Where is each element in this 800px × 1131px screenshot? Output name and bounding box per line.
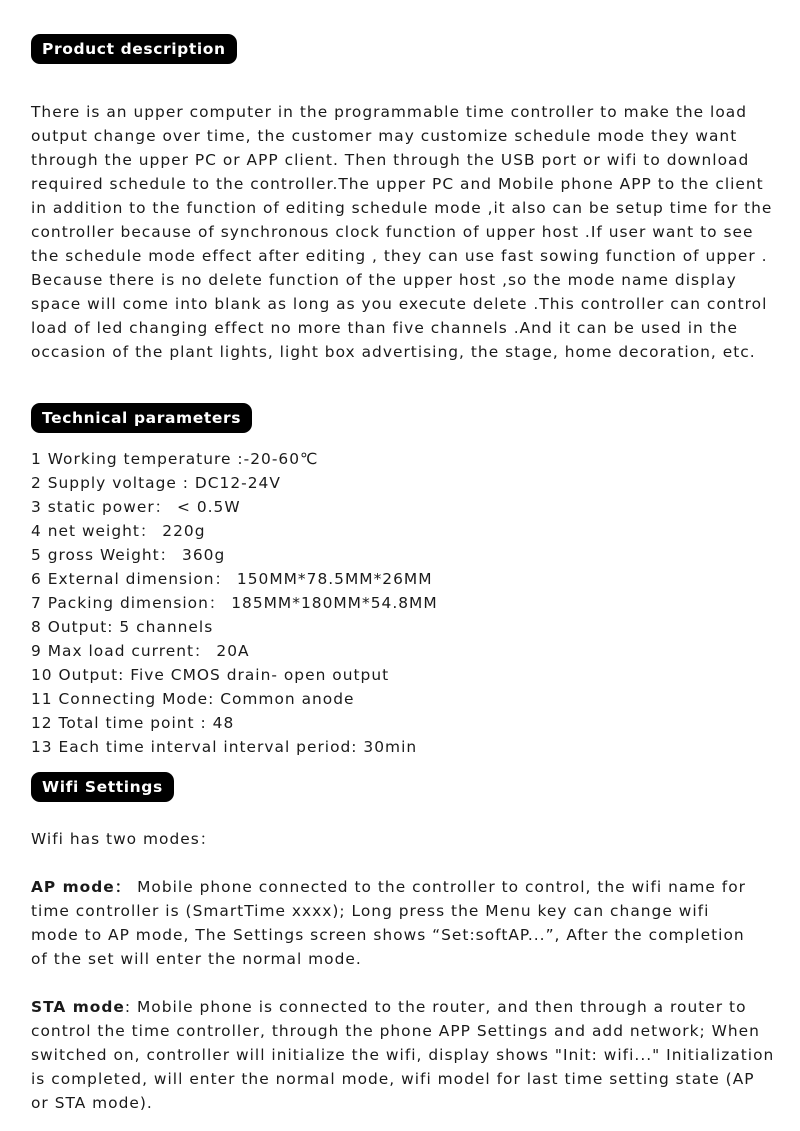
product-description-body bbox=[31, 100, 776, 364]
wifi-intro: Wifi has two modes： bbox=[31, 830, 217, 848]
list-item: 10 Output: Five CMOS drain- open output bbox=[31, 666, 390, 684]
list-item: 5 gross Weight： 360g bbox=[31, 546, 226, 564]
sta-mode-label: STA mode bbox=[31, 998, 125, 1016]
section-title-wifi-settings: Wifi Settings bbox=[31, 772, 174, 802]
ap-mode-paragraph bbox=[31, 875, 776, 971]
text-line: or STA mode). bbox=[31, 1094, 153, 1112]
list-item: 2 Supply voltage : DC12-24V bbox=[31, 474, 281, 492]
text-line: load of led changing effect no more than five channels .And it can be used in the bbox=[31, 319, 739, 337]
text-line: occasion of the plant lights, light box advertising, the stage, home decoration, etc. bbox=[31, 343, 756, 361]
sta-mode-paragraph bbox=[31, 995, 776, 1115]
list-item: 3 static power： < 0.5W bbox=[31, 498, 241, 516]
text-line: through the upper PC or APP client. Then through the USB port or wifi to download bbox=[31, 151, 750, 169]
list-item: 7 Packing dimension： 185MM*180MM*54.8MM bbox=[31, 594, 438, 612]
sta-mode-text: : Mobile phone is connected to the router, and then through a router to bbox=[124, 998, 747, 1016]
technical-parameters-list bbox=[31, 447, 776, 759]
text-line: of the set will enter the normal mode. bbox=[31, 950, 362, 968]
list-item: 13 Each time interval interval period: 30min bbox=[31, 738, 418, 756]
text-line: Because there is no delete function of the upper host ,so the mode name display bbox=[31, 271, 737, 289]
list-item: 4 net weight： 220g bbox=[31, 522, 206, 540]
ap-mode-label: AP mode： bbox=[31, 878, 132, 896]
text-line: required schedule to the controller.The upper PC and Mobile phone APP to the client bbox=[31, 175, 764, 193]
section-title-product-description: Product description bbox=[31, 34, 237, 64]
ap-mode-text: Mobile phone connected to the controller to control, the wifi name for bbox=[131, 878, 746, 896]
text-line: time controller is (SmartTime xxxx); Long press the Menu key can change wifi bbox=[31, 902, 710, 920]
list-item: 8 Output: 5 channels bbox=[31, 618, 214, 636]
section-title-technical-parameters: Technical parameters bbox=[31, 403, 252, 433]
text-line: space will come into blank as long as you execute delete .This controller can control bbox=[31, 295, 768, 313]
text-line bbox=[31, 875, 776, 899]
text-line: switched on, controller will initialize the wifi, display shows "Init: wifi..." Initialization bbox=[31, 1046, 775, 1064]
text-line: in addition to the function of editing schedule mode ,it also can be setup time for the bbox=[31, 199, 773, 217]
text-line: controller because of synchronous clock function of upper host .If user want to see bbox=[31, 223, 754, 241]
list-item: 12 Total time point : 48 bbox=[31, 714, 235, 732]
text-line: mode to AP mode, The Settings screen shows “Set:softAP...”, After the completion bbox=[31, 926, 745, 944]
list-item: 1 Working temperature :-20-60℃ bbox=[31, 450, 319, 468]
list-item: 6 External dimension： 150MM*78.5MM*26MM bbox=[31, 570, 433, 588]
text-line: output change over time, the customer may customize schedule mode they want bbox=[31, 127, 738, 145]
text-line: the schedule mode effect after editing , they can use fast sowing function of upper . bbox=[31, 247, 768, 265]
text-line: control the time controller, through the phone APP Settings and add network; When bbox=[31, 1022, 760, 1040]
text-line bbox=[31, 995, 776, 1019]
list-item: 9 Max load current： 20A bbox=[31, 642, 250, 660]
list-item: 11 Connecting Mode: Common anode bbox=[31, 690, 355, 708]
text-line: is completed, will enter the normal mode, wifi model for last time setting state (AP bbox=[31, 1070, 755, 1088]
text-line: There is an upper computer in the programmable time controller to make the load bbox=[31, 103, 748, 121]
